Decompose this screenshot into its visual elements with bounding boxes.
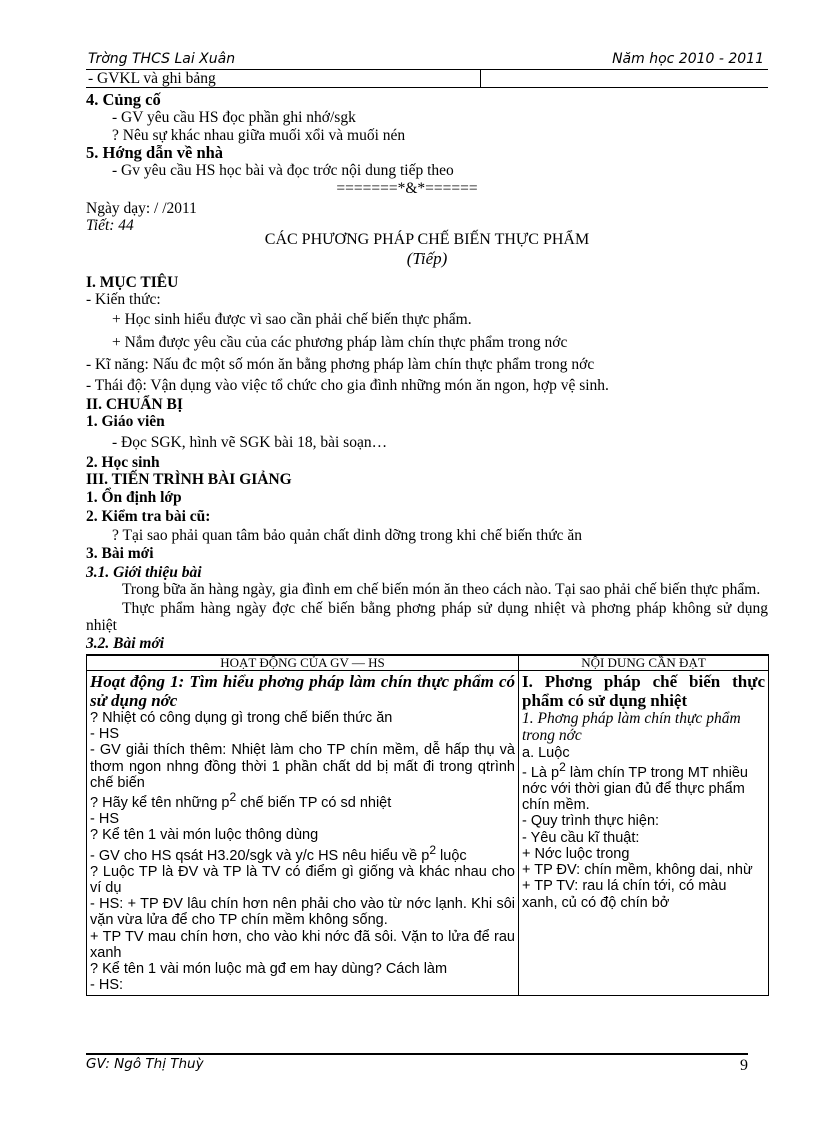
content-line: - Quy trình thực hiện: (522, 813, 660, 830)
lesson-number: Tiết: 44 (86, 217, 134, 235)
activity-line: - HS: (90, 977, 124, 994)
content-line: + TP ĐV: chín mềm, không dai, nhừ (522, 862, 753, 879)
page-footer (86, 1053, 748, 1075)
top-row-text: - GVKL và ghi bảng (88, 69, 216, 87)
knowledge-item-2: + Nắm được yêu cầu của các phương pháp làm chín thực phẩm trong nớc (112, 333, 568, 351)
activity-line (90, 791, 515, 811)
top-table-row (86, 70, 768, 88)
school-name: Trờng THCS Lai Xuân (88, 51, 236, 67)
knowledge-item-1: + Học sinh hiểu được vì sao cần phải chế biến thực phẩm. (112, 311, 472, 329)
activity-line: - HS: + TP ĐV lâu chín hơn nên phải cho vào từ nớc lạnh. Khi sôi vặn vừa lửa để cho TP chín mềm không sống. (90, 896, 515, 929)
content-text: làm chín TP trong MT nhiều nớc với thời gian đủ để thực phẩm chín mềm. (522, 764, 748, 814)
knowledge-label: - Kiến thức: (86, 291, 161, 309)
review-question: ? Tại sao phải quan tâm bảo quản chất dinh dỡng trong khi chế biến thức ăn (112, 527, 582, 545)
activity-line: ? Nhiệt có công dụng gì trong chế biến thức ăn (90, 709, 393, 726)
activity-text: luộc (436, 847, 467, 864)
attitude-objective: - Thái độ: Vận dụng vào việc tổ chức cho gia đình những món ăn ngon, hợp vệ sinh. (86, 376, 609, 394)
activity-text: - GV cho HS qsát H3.20/sgk và y/c HS nêu hiểu về p (90, 847, 430, 864)
table-body-row (87, 670, 769, 995)
content-line: + Nớc luộc trong (522, 845, 630, 862)
content-line: a. Luộc (522, 744, 570, 761)
header-content: NỘI DUNG CẦN ĐẠT (519, 655, 769, 671)
content-cell (519, 670, 769, 995)
teacher-prep-heading: 1. Giáo viên (86, 413, 165, 431)
superscript: 2 (429, 842, 437, 857)
activity-line: ? Luộc TP là ĐV và TP là TV có điểm gì giống và khác nhau cho ví dụ (90, 863, 515, 896)
superscript: 2 (229, 790, 237, 805)
step-1-heading: 1. Ổn định lớp (86, 488, 182, 506)
lesson-subtitle: (Tiếp) (406, 248, 448, 268)
top-row-divider (480, 70, 481, 87)
content-line: - Yêu cầu kĩ thuật: (522, 829, 640, 846)
intro-heading: 3.1. Giới thiệu bài (86, 564, 202, 582)
activity-line: + TP TV mau chín hơn, cho vào khi nớc đã sôi. Vặn to lửa để rau xanh (90, 928, 515, 961)
activity-text: ? Hãy kể tên những p (90, 794, 230, 811)
activity-line: ? Kể tên 1 vài món luộc mà gđ em hay dùng? Cách làm (90, 961, 448, 978)
teacher-name: GV: Ngô Thị Thuỳ (86, 1056, 204, 1072)
intro-paragraph-1: Trong bữa ăn hàng ngày, gia đình em chế biến món ăn theo cách nào. Tại sao phải chế biến thực phẩm. (122, 581, 761, 599)
content-line (522, 761, 765, 814)
section-III-heading: III. TIẾN TRÌNH BÀI GIẢNG (86, 471, 292, 489)
section-II-heading: II. CHUẨN BỊ (86, 395, 183, 413)
step-3-heading: 3. Bài mới (86, 544, 154, 562)
content-subheading: 1. Phơng pháp làm chín thực phẩm trong nớc (522, 709, 741, 745)
activity-line: - GV giải thích thêm: Nhiệt làm cho TP chín mềm, dễ hấp thụ và thơm ngon nhng đồng thời 1 phần chất dd bị mất đi trong qtrình chế biến (90, 742, 515, 791)
activity-line: ? Kể tên 1 vài món luộc thông dùng (90, 827, 319, 844)
lesson-title: CÁC PHƯƠNG PHÁP CHẾ BIẾN THỰC PHẨM (264, 230, 590, 248)
superscript: 2 (559, 759, 566, 774)
activities-cell (87, 670, 519, 995)
section-5-heading: 5. Hớng dẫn về nhà (86, 142, 224, 162)
intro-paragraph-2: Thực phẩm hàng ngày đợc chế biến bằng phơng pháp sử dụng nhiệt và phơng pháp không sử dụng nhiệt (86, 599, 768, 635)
sec5-line-1: - Gv yêu cầu HS học bài và đọc trớc nội dung tiếp theo (112, 162, 454, 180)
content-heading: I. Phơng pháp chế biến thực phẩm có sử dụng nhiệt (522, 671, 765, 710)
table-header-row (87, 655, 769, 671)
student-prep-heading: 2. Học sinh (86, 453, 160, 471)
activity-line: - HS (90, 726, 119, 743)
step-2-heading: 2. Kiểm tra bài cũ: (86, 508, 211, 526)
lesson-activity-table (86, 654, 769, 996)
page-number: 9 (740, 1057, 748, 1074)
document-page (86, 52, 768, 996)
section-divider: =======*&*====== (336, 179, 478, 197)
section-4-heading: 4. Củng cố (86, 89, 161, 109)
header-activities: HOẠT ĐỘNG CỦA GV — HS (87, 655, 519, 671)
skill-objective: - Kĩ năng: Nấu đc một số món ăn bằng phơng pháp làm chín thực phẩm trong nớc (86, 356, 595, 374)
activity-line (90, 844, 515, 864)
section-I-heading: I. MỤC TIÊU (86, 273, 179, 291)
new-lesson-heading: 3.2. Bài mới (86, 634, 165, 652)
activity-text: chế biến TP có sd nhiệt (236, 794, 392, 811)
content-text: - Là p (522, 764, 560, 781)
school-year: Năm học 2010 - 2011 (612, 51, 764, 67)
teaching-date: Ngày dạy: / /2011 (86, 200, 197, 218)
activity-1-title: Hoạt động 1: Tìm hiểu phơng pháp làm chín thực phẩm có sử dụng nớc (90, 671, 515, 710)
activity-line: - HS (90, 811, 119, 828)
page-header (86, 52, 768, 70)
sec4-line-1: - GV yêu cầu HS đọc phần ghi nhớ/sgk (112, 109, 356, 127)
content-line: + TP TV: rau lá chín tới, có màu xanh, củ có độ chín bở (522, 878, 727, 911)
sec4-line-2: ? Nêu sự khác nhau giữa muối xổi và muối nén (112, 126, 406, 144)
teacher-prep-item: - Đọc SGK, hình vẽ SGK bài 18, bài soạn… (112, 433, 388, 451)
